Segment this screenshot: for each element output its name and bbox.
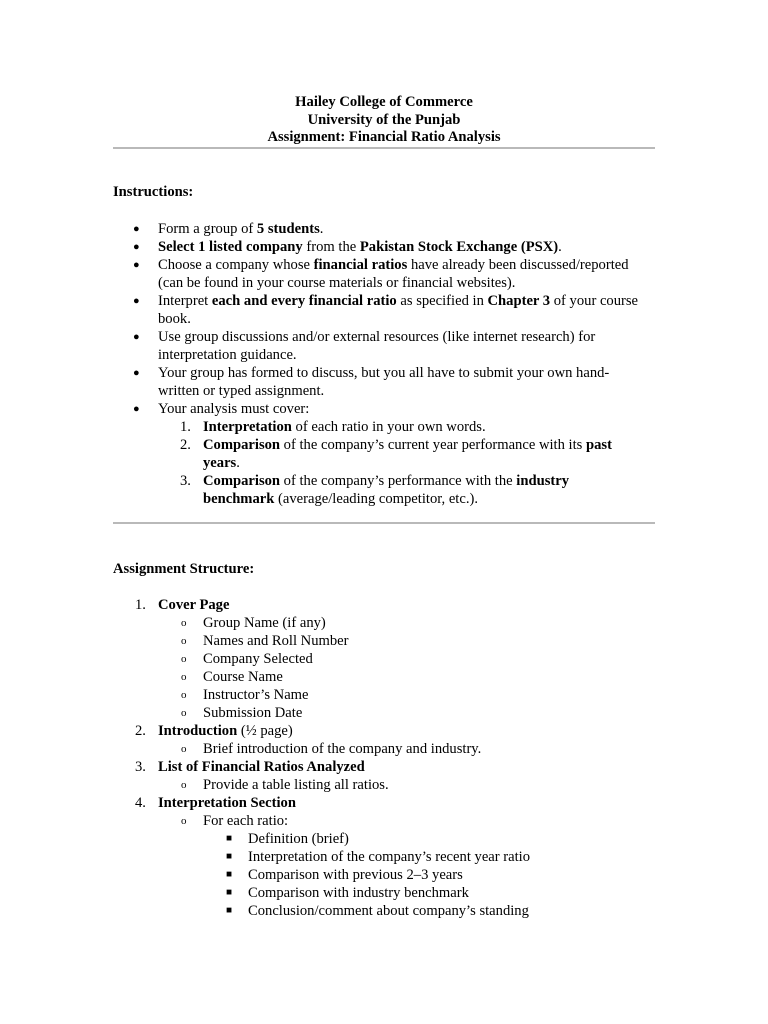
circle-bullet-icon: o: [181, 617, 187, 629]
list-item: 4. Interpretation Section: [135, 795, 296, 811]
circle-bullet-icon: o: [181, 635, 187, 647]
bullet-icon: ●: [133, 331, 140, 343]
list-item: ● Your analysis must cover:: [133, 401, 310, 417]
list-item: ■ Definition (brief): [226, 831, 349, 847]
list-item: 3. List of Financial Ratios Analyzed: [135, 759, 365, 775]
square-bullet-icon: ■: [226, 887, 233, 898]
divider-middle: [113, 522, 655, 524]
list-item: 2. Comparison of the company’s current year performance with its past years.: [180, 437, 612, 471]
circle-bullet-icon: o: [181, 689, 187, 701]
bullet-icon: ●: [133, 223, 140, 235]
list-item: ■ Comparison with industry benchmark: [226, 885, 469, 901]
circle-bullet-icon: o: [181, 779, 187, 791]
square-bullet-icon: ■: [226, 905, 233, 916]
circle-bullet-icon: o: [181, 743, 187, 755]
list-item: ● Select 1 listed company from the Pakistan Stock Exchange (PSX).: [133, 239, 562, 255]
structure-list: [113, 596, 658, 920]
square-bullet-icon: ■: [226, 833, 233, 844]
instructions-list: [113, 220, 658, 508]
list-item: o For each ratio:: [181, 813, 289, 829]
list-item: ● Your group has formed to discuss, but you all have to submit your own hand- written or typed assignment.: [133, 365, 610, 399]
list-item: ● Choose a company whose financial ratios have already been discussed/reported (can be found in your course materials or financial websites).: [133, 257, 629, 291]
list-item: ● Interpret each and every financial ratio as specified in Chapter 3 of your course book.: [133, 293, 639, 327]
circle-bullet-icon: o: [181, 707, 187, 719]
circle-bullet-icon: o: [181, 671, 187, 683]
bullet-icon: ●: [133, 241, 140, 253]
list-item: 1. Cover Page: [135, 597, 230, 613]
bullet-icon: ●: [133, 259, 140, 271]
list-item: o Instructor’s Name: [181, 687, 309, 703]
list-item: o Names and Roll Number: [181, 633, 349, 649]
bullet-icon: ●: [133, 367, 140, 379]
list-item: ■ Conclusion/comment about company’s standing: [226, 903, 529, 919]
circle-bullet-icon: o: [181, 815, 187, 827]
list-item: o Course Name: [181, 669, 283, 685]
document-header: [113, 94, 655, 147]
assignment-title: Assignment: Financial Ratio Analysis: [267, 129, 501, 145]
divider-top: [113, 147, 655, 149]
list-item: ■ Interpretation of the company’s recent year ratio: [226, 849, 531, 865]
bullet-icon: ●: [133, 295, 140, 307]
structure-heading: Assignment Structure:: [113, 561, 255, 577]
list-item: ● Form a group of 5 students.: [133, 221, 324, 237]
list-item: 1. Interpretation of each ratio in your own words.: [180, 419, 486, 435]
square-bullet-icon: ■: [226, 869, 233, 880]
list-item: ■ Comparison with previous 2–3 years: [226, 867, 463, 883]
circle-bullet-icon: o: [181, 653, 187, 665]
list-item: o Group Name (if any): [181, 615, 326, 631]
list-item: o Brief introduction of the company and industry.: [181, 741, 482, 757]
university-name: University of the Punjab: [307, 111, 461, 128]
instructions-heading: Instructions:: [113, 184, 194, 200]
list-item: o Submission Date: [181, 705, 303, 721]
square-bullet-icon: ■: [226, 851, 233, 862]
list-item: 3. Comparison of the company’s performance with the industry benchmark (average/leading competitor, etc.).: [180, 473, 570, 507]
list-item: o Company Selected: [181, 651, 313, 667]
list-item: ● Use group discussions and/or external resources (like internet research) for interpretation guidance.: [133, 329, 596, 363]
list-item: 2. Introduction (½ page): [135, 723, 293, 739]
college-name: Hailey College of Commerce: [295, 94, 473, 110]
list-item: o Provide a table listing all ratios.: [181, 777, 389, 793]
bullet-icon: ●: [133, 403, 140, 415]
